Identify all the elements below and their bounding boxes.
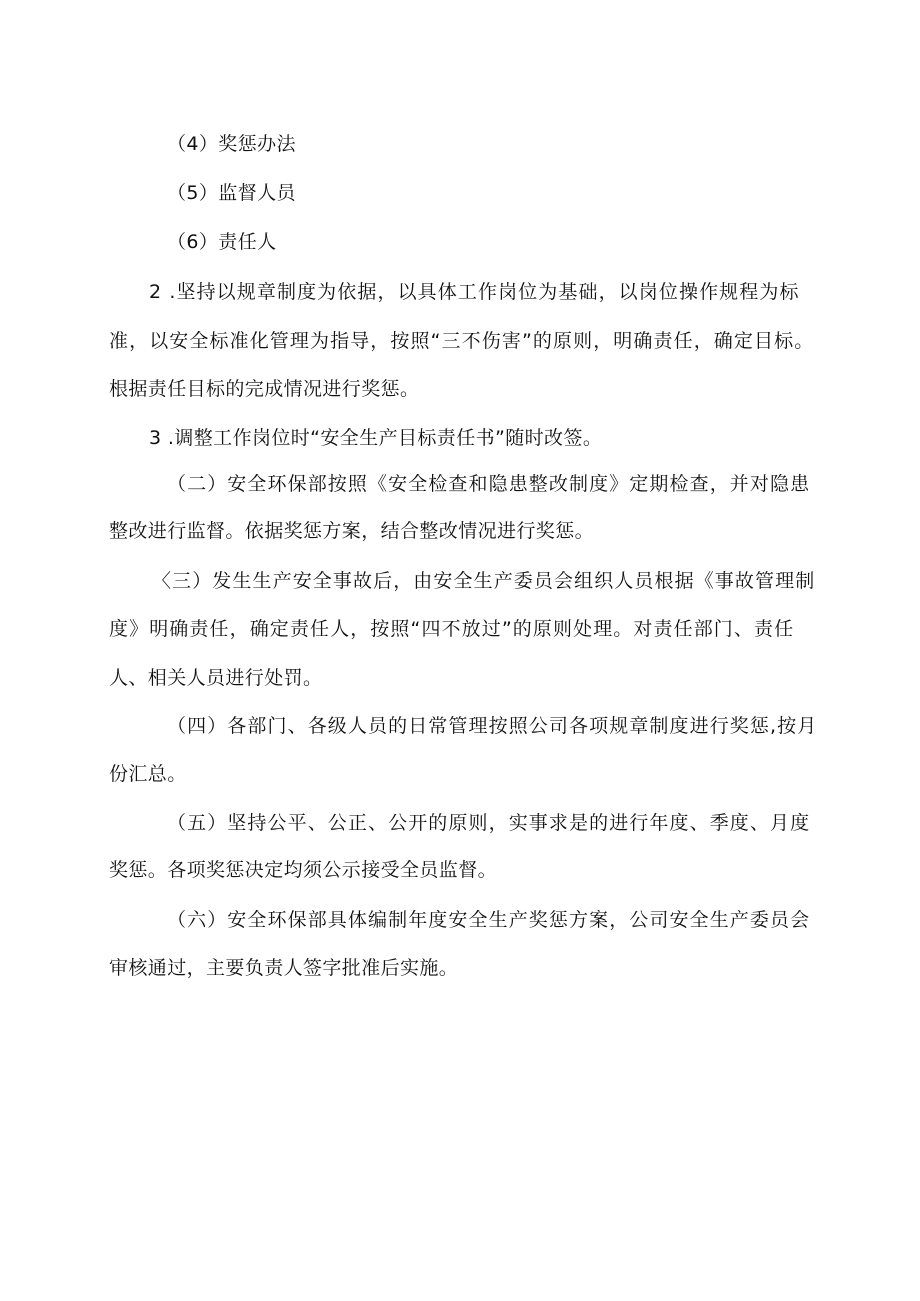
point-3-line-1: 3 .调整工作岗位时“安全生产目标责任书”随时改签。 <box>149 427 603 449</box>
section-5-line-2: 奖惩。各项奖惩决定均须公示接受全员监督。 <box>109 859 498 881</box>
section-3-line-3: 人、相关人员进行处罚。 <box>109 667 323 689</box>
point-2-line-2: 准，以安全标准化管理为指导，按照“三不伤害”的原则，明确责任，确定目标。 <box>109 330 815 352</box>
list-item-5: （5）监督人员 <box>167 182 296 204</box>
section-6-line-2: 审核通过，主要负责人签字批准后实施。 <box>109 957 459 979</box>
point-2-line-1: 2 .坚持以规章制度为依据，以具体工作岗位为基础，以岗位操作规程为标 <box>149 281 800 303</box>
section-5-line-1: （五）坚持公平、公正、公开的原则，实事求是的进行年度、季度、月度 <box>167 812 811 834</box>
section-4-line-1: （四）各部门、各级人员的日常管理按照公司各项规章制度进行奖惩,按月 <box>167 715 818 737</box>
section-4-line-2: 份汇总。 <box>109 763 187 785</box>
section-6-line-1: （六）安全环保部具体编制年度安全生产奖惩方案，公司安全生产委员会 <box>167 909 811 931</box>
section-2-line-1: （二）安全环保部按照《安全检查和隐患整改制度》定期检查，并对隐患 <box>167 473 811 495</box>
list-item-6: （6）责任人 <box>167 231 277 253</box>
point-2-line-3: 根据责任目标的完成情况进行奖惩。 <box>109 378 420 400</box>
section-3-line-2: 度》明确责任，确定责任人，按照“四不放过”的原则处理。对责任部门、责任 <box>109 618 795 640</box>
list-item-4: （4）奖惩办法 <box>167 133 296 155</box>
section-3-line-1: 〈三）发生生产安全事故后，由安全生产委员会组织人员根据《事故管理制 <box>152 570 816 592</box>
section-2-line-2: 整改进行监督。依据奖惩方案，结合整改情况进行奖惩。 <box>109 520 595 542</box>
